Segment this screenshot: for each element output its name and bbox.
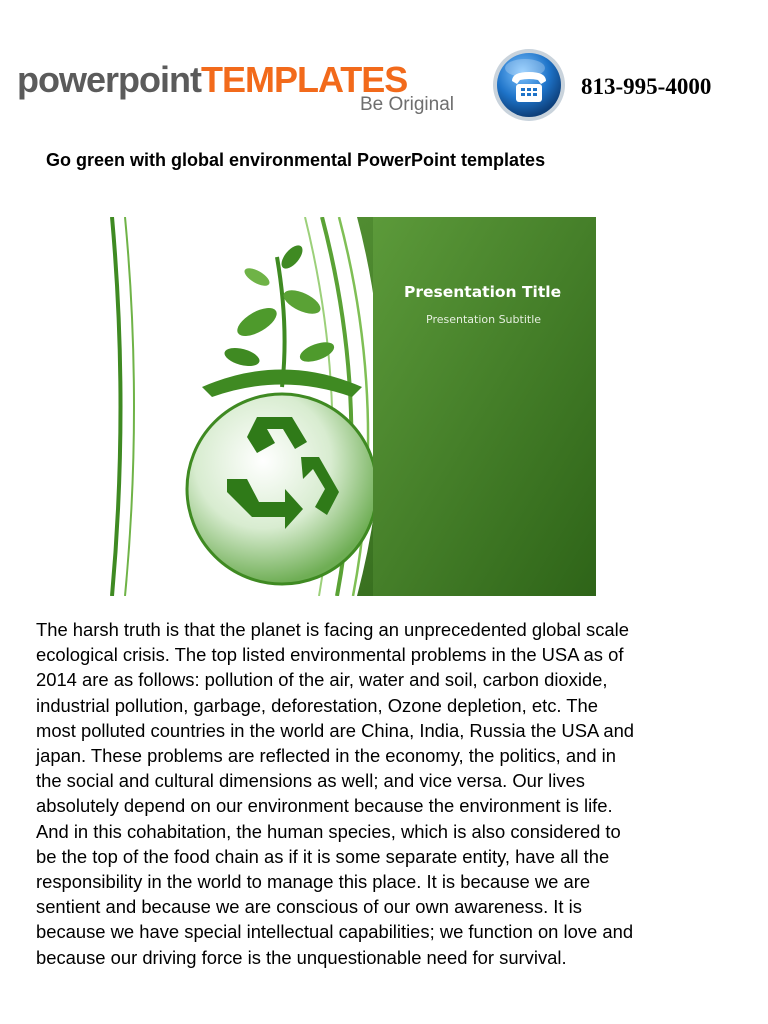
body-line: ecological crisis. The top listed environmental problems in the USA as of bbox=[36, 644, 624, 666]
phone-number: 813-995-4000 bbox=[581, 74, 712, 99]
body-line: responsibility in the world to manage this place. It is because we are bbox=[36, 871, 591, 893]
body-line: most polluted countries in the world are China, India, Russia the USA and bbox=[36, 719, 635, 741]
body-line: The harsh truth is that the planet is facing an unprecedented global scale bbox=[36, 619, 629, 640]
body-paragraph bbox=[36, 617, 736, 970]
body-line: 2014 are as follows: pollution of the air, water and soil, carbon dioxide, bbox=[36, 669, 608, 691]
logo-part-lowercase: powerpoint bbox=[17, 59, 201, 100]
logo-tagline: Be Original bbox=[360, 94, 454, 115]
body-line: be the top of the food chain as if it is some separate entity, have all the bbox=[36, 845, 610, 867]
logo-part-uppercase: TEMPLATES bbox=[200, 59, 408, 100]
body-line: the social and cultural dimensions as well; and vice versa. Our lives bbox=[36, 770, 585, 792]
body-line: industrial pollution, garbage, deforestation, Ozone depletion, etc. The bbox=[36, 694, 598, 716]
body-line: absolutely depend on our environment because the environment is life. bbox=[36, 795, 613, 817]
page-heading: Go green with global environmental PowerPoint templates bbox=[46, 150, 546, 170]
template-preview bbox=[107, 217, 596, 596]
body-line: japan. These problems are reflected in the economy, the politics, and in bbox=[36, 745, 616, 767]
slide-subtitle: Presentation Subtitle bbox=[426, 313, 542, 326]
phone-icon bbox=[492, 48, 566, 122]
template-preview-art bbox=[107, 217, 596, 596]
slide-title: Presentation Title bbox=[404, 283, 562, 301]
logo-wordmark bbox=[17, 60, 407, 100]
body-line: And in this cohabitation, the human species, which is also considered to bbox=[36, 820, 621, 842]
brand-logo bbox=[17, 56, 457, 120]
body-line: sentient and because we are conscious of our own awareness. It is bbox=[36, 896, 582, 918]
body-line: because our driving force is the unquestionable need for survival. bbox=[36, 946, 567, 968]
body-line: because we have special intellectual capabilities; we function on love and bbox=[36, 921, 634, 943]
